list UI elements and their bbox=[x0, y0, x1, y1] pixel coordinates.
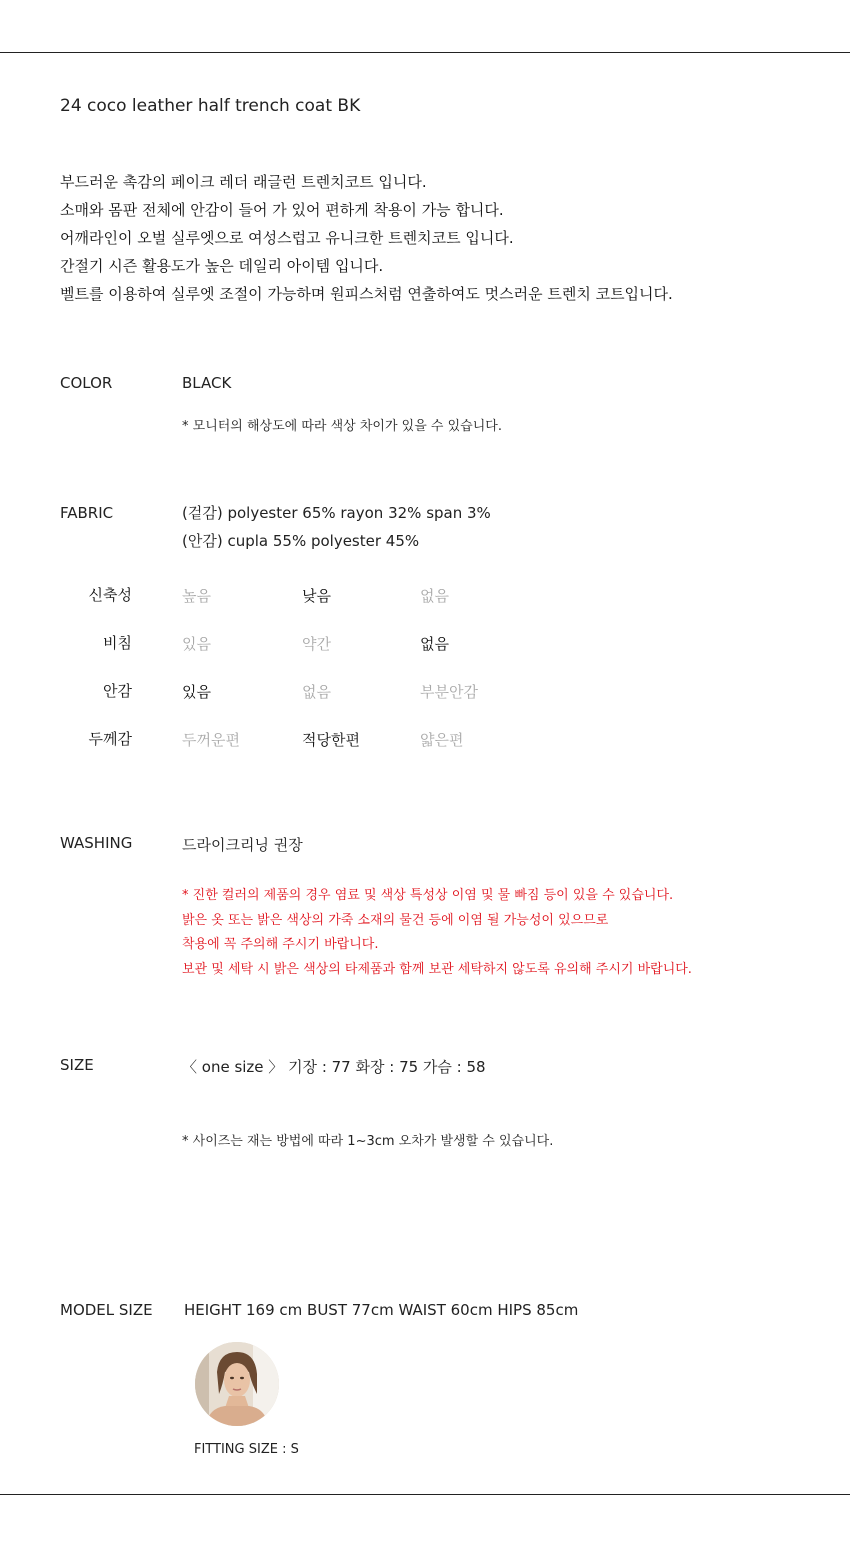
size-note: * 사이즈는 재는 방법에 따라 1~3cm 오차가 발생할 수 있습니다. bbox=[182, 1134, 554, 1149]
property-option: 낮음 bbox=[302, 587, 331, 605]
fabric-label: FABRIC bbox=[60, 504, 114, 522]
description-line: 부드러운 촉감의 페이크 레더 래글런 트렌치코트 입니다. bbox=[60, 173, 427, 191]
description-line: 간절기 시즌 활용도가 높은 데일리 아이템 입니다. bbox=[60, 257, 384, 275]
property-option: 없음 bbox=[420, 587, 449, 605]
property-option: 두꺼운편 bbox=[182, 731, 240, 749]
washing-value: 드라이크리닝 권장 bbox=[182, 836, 303, 854]
bottom-divider bbox=[0, 1494, 850, 1495]
property-option: 적당한편 bbox=[302, 731, 360, 749]
property-option: 얇은편 bbox=[420, 731, 464, 749]
color-label: COLOR bbox=[60, 374, 113, 392]
product-description bbox=[60, 168, 673, 308]
model-portrait-icon bbox=[195, 1342, 279, 1426]
warning-line: 밝은 옷 또는 밝은 색상의 가죽 소재의 물건 등에 이염 될 가능성이 있으므로 bbox=[182, 912, 609, 928]
property-option: 있음 bbox=[182, 683, 211, 701]
warning-line: * 진한 컬러의 제품의 경우 염료 및 색상 특성상 이염 및 물 빠짐 등이 있을 수 있습니다. bbox=[182, 888, 674, 903]
property-option: 있음 bbox=[182, 635, 211, 653]
washing-warnings bbox=[182, 884, 692, 982]
product-title: 24 coco leather half trench coat BK bbox=[60, 96, 361, 116]
model-size-value: HEIGHT 169 cm BUST 77cm WAIST 60cm HIPS 85cm bbox=[184, 1301, 579, 1319]
fitting-size: FITTING SIZE : S bbox=[194, 1442, 299, 1457]
model-avatar bbox=[195, 1342, 279, 1426]
property-option: 없음 bbox=[302, 683, 331, 701]
model-size-label: MODEL SIZE bbox=[60, 1301, 153, 1319]
top-divider bbox=[0, 52, 850, 53]
property-option: 높음 bbox=[182, 587, 211, 605]
size-value: 〈 one size 〉 기장 : 77 화장 : 75 가슴 : 58 bbox=[182, 1058, 486, 1076]
color-note: * 모니터의 해상도에 따라 색상 차이가 있을 수 있습니다. bbox=[182, 419, 502, 434]
warning-line: 착용에 꼭 주의해 주시기 바랍니다. bbox=[182, 937, 379, 952]
warning-line: 보관 및 세탁 시 밝은 색상의 타제품과 함께 보관 세탁하지 않도록 유의해 주시기 바랍니다. bbox=[182, 961, 692, 977]
property-label-stretch: 신축성 bbox=[88, 586, 132, 604]
property-label-lining: 안감 bbox=[103, 682, 132, 700]
property-option: 부분안감 bbox=[420, 683, 478, 701]
property-label-thickness: 두께감 bbox=[88, 730, 132, 748]
fabric-outer: (겉감) polyester 65% rayon 32% span 3% bbox=[182, 504, 491, 522]
description-line: 벨트를 이용하여 실루엣 조절이 가능하며 원피스처럼 연출하여도 멋스러운 트렌치 코트입니다. bbox=[60, 285, 673, 303]
description-line: 어깨라인이 오벌 실루엣으로 여성스럽고 유니크한 트렌치코트 입니다. bbox=[60, 229, 514, 247]
size-label: SIZE bbox=[60, 1056, 94, 1074]
washing-label: WASHING bbox=[60, 834, 133, 852]
property-option: 약간 bbox=[302, 635, 331, 653]
color-value: BLACK bbox=[182, 374, 232, 392]
description-line: 소매와 몸판 전체에 안감이 들어 가 있어 편하게 착용이 가능 합니다. bbox=[60, 201, 504, 219]
fabric-lining: (안감) cupla 55% polyester 45% bbox=[182, 532, 420, 550]
property-option: 없음 bbox=[420, 635, 449, 653]
property-label-sheerness: 비침 bbox=[103, 634, 132, 652]
